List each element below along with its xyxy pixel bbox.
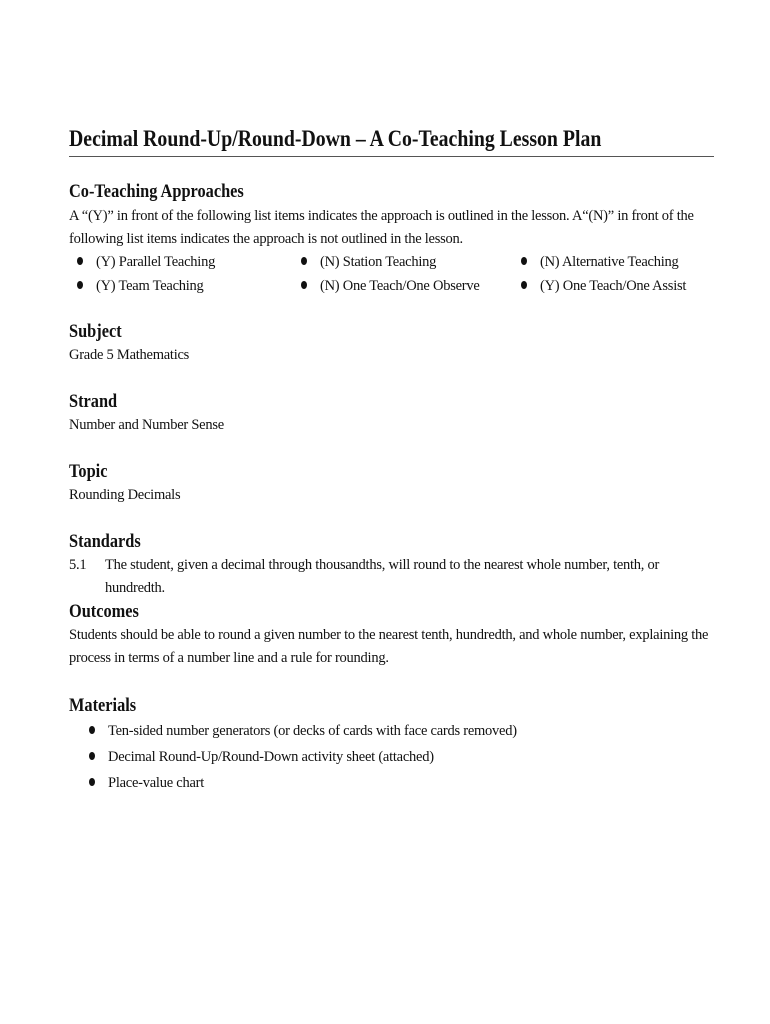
approach-item: (Y) Team Teaching: [77, 275, 204, 298]
topic-text: Rounding Decimals: [69, 487, 181, 503]
approaches-list: [69, 251, 714, 299]
standard-number: 5.1: [69, 557, 87, 573]
approach-item: (N) Alternative Teaching: [521, 251, 678, 274]
materials-section: [69, 694, 714, 796]
topic-heading: Topic: [69, 461, 108, 482]
outcomes-text: Students should be able to round a given number to the nearest tenth, hundredth, and whole number, explaining the process in terms of a number line and a rule for rounding.: [69, 627, 709, 666]
title-divider: [69, 156, 714, 157]
approach-item: (Y) Parallel Teaching: [77, 251, 215, 274]
approaches-intro: A “(Y)” in front of the following list items indicates the approach is outlined in the lesson. A“(N)” in front of the following list items indicates the approach is not outlined in the lesson.: [69, 208, 694, 247]
bullet-icon: [89, 726, 95, 734]
outcomes-heading: Outcomes: [69, 601, 139, 622]
strand-section: [69, 390, 714, 437]
approach-item: (Y) One Teach/One Assist: [521, 275, 686, 298]
strand-text: Number and Number Sense: [69, 417, 224, 433]
standard-text: The student, given a decimal through thousandths, will round to the nearest whole number, tenth, or hundredth.: [105, 557, 660, 596]
outcomes-section: [69, 600, 714, 670]
subject-text: Grade 5 Mathematics: [69, 347, 190, 363]
lesson-plan-page: [69, 124, 714, 791]
approaches-heading: Co-Teaching Approaches: [69, 181, 244, 202]
subject-heading: Subject: [69, 321, 122, 342]
topic-section: [69, 460, 714, 507]
bullet-icon: [301, 257, 307, 265]
bullet-icon: [521, 281, 527, 289]
bullet-icon: [77, 257, 83, 265]
materials-list: [69, 718, 714, 796]
approaches-section: [69, 180, 714, 299]
standards-heading: Standards: [69, 531, 141, 552]
standards-section: [69, 530, 714, 600]
document-title: Decimal Round-Up/Round-Down – A Co-Teaching Lesson Plan: [69, 126, 602, 151]
bullet-icon: [89, 752, 95, 760]
bullet-icon: [77, 281, 83, 289]
list-item: Place-value chart: [69, 770, 714, 796]
approach-item: (N) Station Teaching: [301, 251, 436, 274]
subject-section: [69, 320, 714, 367]
bullet-icon: [301, 281, 307, 289]
bullet-icon: [521, 257, 527, 265]
list-item: Ten-sided number generators (or decks of cards with face cards removed): [69, 718, 714, 744]
standard-item: [69, 554, 714, 600]
list-item: Decimal Round-Up/Round-Down activity sheet (attached): [69, 744, 714, 770]
materials-heading: Materials: [69, 695, 137, 716]
bullet-icon: [89, 778, 95, 786]
approach-item: (N) One Teach/One Observe: [301, 275, 480, 298]
strand-heading: Strand: [69, 391, 118, 412]
